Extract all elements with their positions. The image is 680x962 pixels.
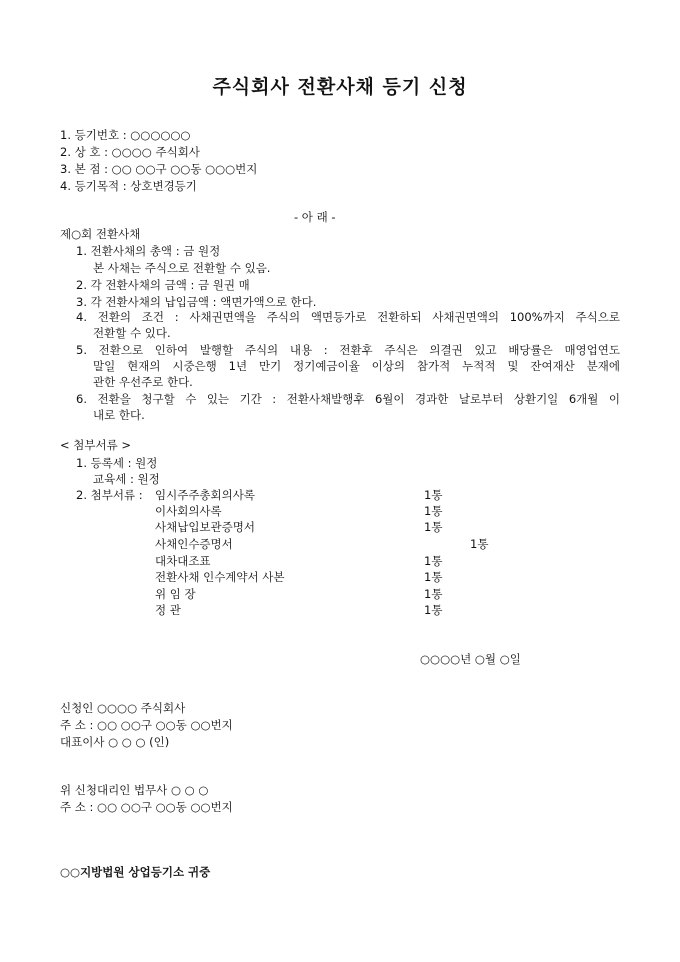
- court-addressee: ○○지방법원 상업등기소 귀중: [60, 865, 211, 879]
- item-line: 관한 우선주로 한다.: [93, 375, 193, 389]
- attach-doc-name: 위 임 장: [155, 587, 196, 601]
- attach-doc-name: 전환사채 인수계약서 사본: [155, 570, 285, 584]
- attach-heading: < 첨부서류 >: [60, 438, 132, 452]
- attach-doc-qty: 1통: [424, 570, 443, 584]
- item-line: 5. 전환으로 인하여 발행할 주식의 내용 : 전환후 주식은 의결권 있고 배당률은 매영업연도: [76, 343, 620, 357]
- attach-doc-name: 정 관: [155, 603, 181, 617]
- document-title: 주식회사 전환사채 등기 신청: [212, 76, 468, 98]
- item-line: 전환할 수 있다.: [93, 326, 171, 340]
- attach-doc-qty: 1통: [424, 603, 443, 617]
- attach-docs-label: 2. 첨부서류 :: [76, 488, 143, 502]
- attach-doc-name: 임시주주총회의사록: [155, 488, 255, 502]
- attach-doc-qty: 1통: [424, 520, 443, 534]
- notice-heading: - 아 래 -: [294, 210, 336, 224]
- header-line: 4. 등기목적 : 상호변경등기: [60, 179, 197, 193]
- item-line: 3. 각 전환사채의 납입금액 : 액면가액으로 한다.: [76, 295, 317, 309]
- fee-line: 교육세 : 원정: [93, 472, 160, 486]
- item-line: 말일 현재의 시중은행 1년 만기 정기예금이율 이상의 참가적 누적적 및 잔여재산 분재에: [93, 359, 620, 373]
- agent-line: 주 소 : ○○ ○○구 ○○동 ○○번지: [60, 800, 233, 814]
- item-line: 4. 전환의 조건 : 사채권면액을 주식의 액면등가로 전환하되 사채권면액의 100%까지 주식으로: [76, 310, 620, 324]
- header-line: 2. 상 호 : ○○○○ 주식회사: [60, 145, 200, 159]
- attach-doc-qty: 1통: [424, 504, 443, 518]
- application-date: ○○○○년 ○월 ○일: [420, 652, 521, 666]
- fee-line: 1. 등록세 : 원정: [76, 456, 158, 470]
- applicant-line: 대표이사 ○ ○ ○ (인): [60, 735, 170, 749]
- attach-doc-qty: 1통: [470, 537, 489, 551]
- item-line: 내로 한다.: [93, 408, 145, 422]
- header-line: 3. 본 점 : ○○ ○○구 ○○동 ○○○번지: [60, 162, 258, 176]
- agent-line: 위 신청대리인 법무사 ○ ○ ○: [60, 783, 209, 797]
- attach-doc-qty: 1통: [424, 554, 443, 568]
- applicant-line: 주 소 : ○○ ○○구 ○○동 ○○번지: [60, 718, 233, 732]
- header-line: 1. 등기번호 : ○○○○○○: [60, 128, 191, 142]
- item-note: 본 사채는 주식으로 전환할 수 있음.: [93, 261, 271, 275]
- attach-doc-qty: 1통: [424, 587, 443, 601]
- attach-doc-name: 사채인수증명서: [155, 537, 233, 551]
- attach-doc-name: 사채납입보관증명서: [155, 520, 255, 534]
- attach-doc-name: 이사회의사록: [155, 504, 222, 518]
- attach-doc-qty: 1통: [424, 488, 443, 502]
- section-heading: 제○회 전환사채: [60, 227, 141, 241]
- item-line: 6. 전환을 청구할 수 있는 기간 : 전환사채발행후 6월이 경과한 날로부터 상환기일 6개월 이: [76, 392, 620, 406]
- applicant-line: 신청인 ○○○○ 주식회사: [60, 701, 186, 715]
- item-line: 1. 전환사채의 총액 : 금 원정: [76, 244, 221, 258]
- item-line: 2. 각 전환사채의 금액 : 금 원권 매: [76, 278, 250, 292]
- attach-doc-name: 대차대조표: [155, 554, 211, 568]
